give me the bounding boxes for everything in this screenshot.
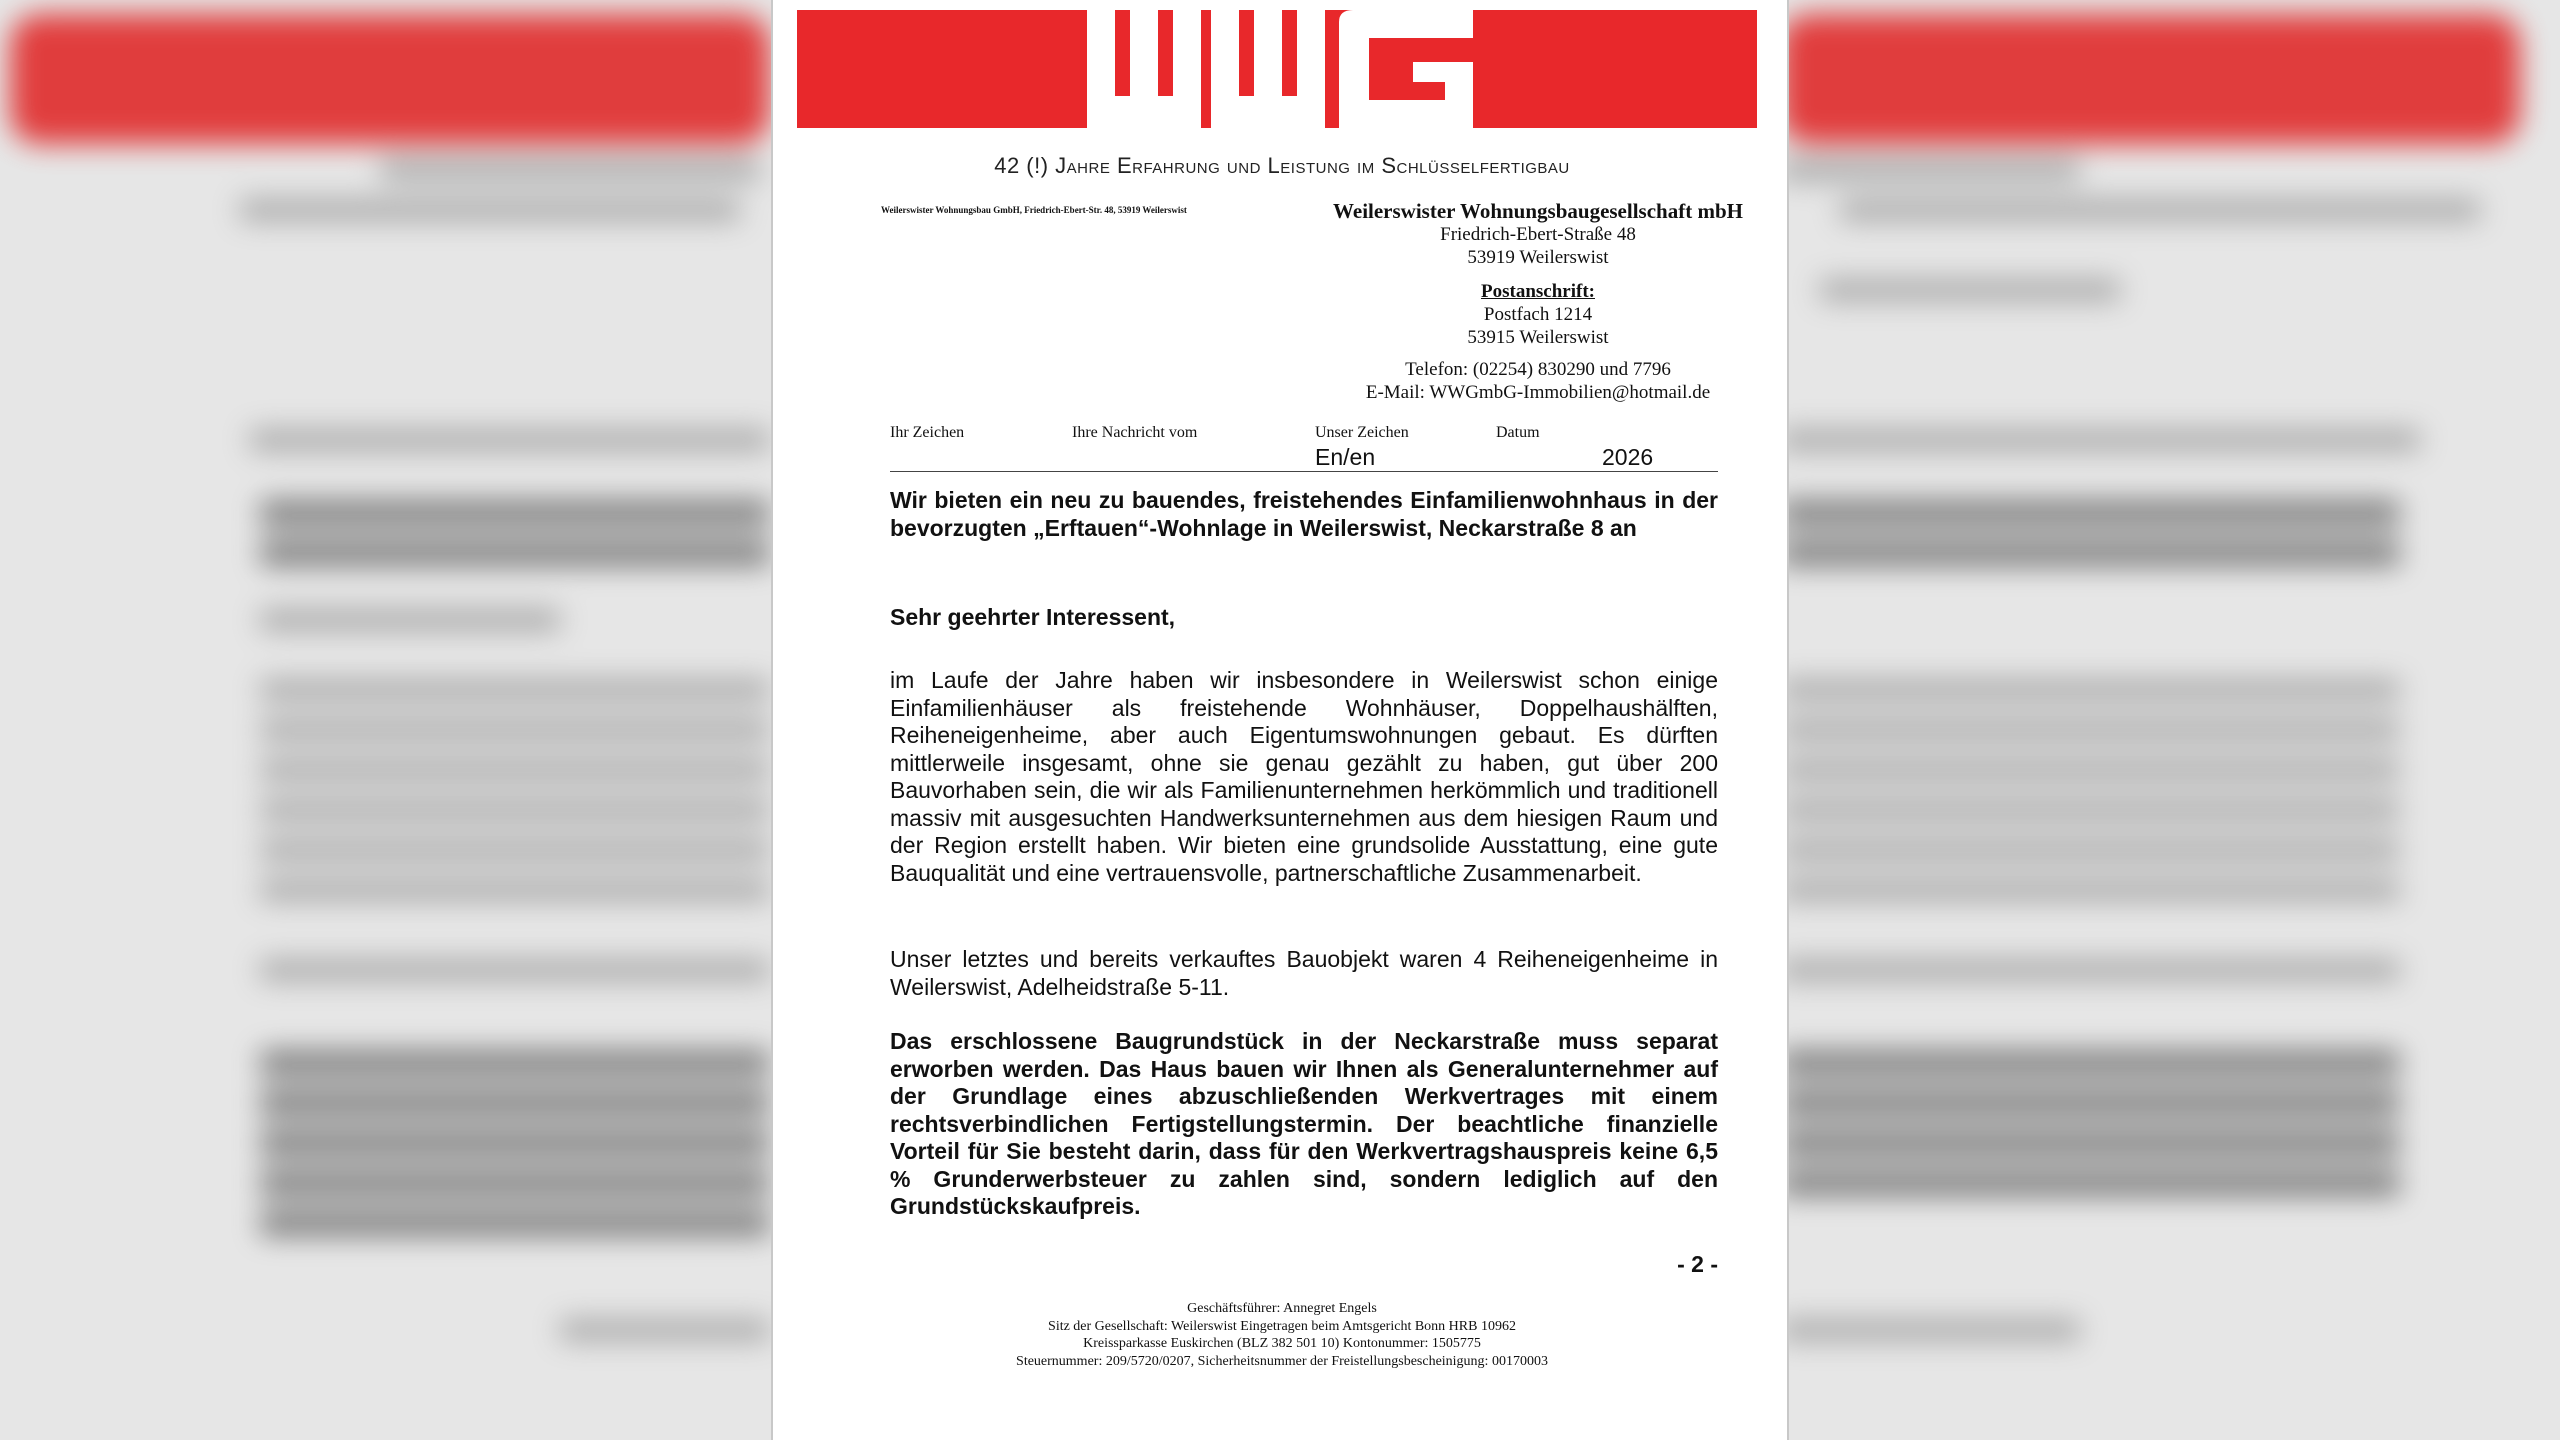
- letter-page: [771, 0, 1789, 1440]
- footer-managing-director: Geschäftsführer: Annegret Engels: [1187, 1301, 1377, 1316]
- footer-tax: Steuernummer: 209/5720/0207, Sicherheitsnummer der Freistellungsbescheinigung: 00170003: [1016, 1353, 1548, 1369]
- logo-banner: [797, 10, 1757, 128]
- footer-bank: Kreissparkasse Euskirchen (BLZ 382 501 10) Kontonummer: 1505775: [1083, 1336, 1481, 1351]
- unser-zeichen-value: En/en: [1315, 444, 1376, 470]
- postal-address-label: Postanschrift:: [1481, 281, 1595, 302]
- datum-value: 2026: [1602, 444, 1654, 470]
- wwg-logo: [797, 10, 1757, 128]
- letter-headline: Wir bieten ein neu zu bauendes, freistehendes Einfamilienwohnhaus in der bevorzugten „Erftauen“-Wohnlage in Weilerswist, Neckarstraße 8 an: [890, 487, 1718, 541]
- letter-paragraph-2: Unser letztes und bereits verkauftes Bauobjekt waren 4 Reiheneigenheime in Weilerswist, Adelheidstraße 5-11.: [890, 946, 1718, 1000]
- company-street: Friedrich-Ebert-Straße 48: [1440, 224, 1636, 245]
- blurred-page-left: [0, 0, 780, 1440]
- letter-salutation: Sehr geehrter Interessent,: [890, 604, 1176, 630]
- reference-line: [890, 424, 1718, 472]
- postbox: Postfach 1214: [1483, 304, 1593, 325]
- ihr-zeichen-label: Ihr Zeichen: [890, 424, 965, 441]
- letter-footer: [773, 1300, 1791, 1370]
- phone-number: Telefon: (02254) 830290 und 7796: [1405, 359, 1671, 380]
- company-name: Weilerswister Wohnungsbaugesellschaft mbH: [1333, 199, 1743, 223]
- ihre-nachricht-label: Ihre Nachricht vom: [1072, 424, 1198, 441]
- datum-label: Datum: [1496, 424, 1540, 441]
- email-address: E-Mail: WWGmbG-Immobilien@hotmail.de: [1365, 382, 1711, 403]
- letter-paragraph-1: im Laufe der Jahre haben wir insbesondere in Weilerswist schon einige Einfamilienhäuser als freistehende Wohnhäuser, Doppelhaushälften, Reiheneigenheime, aber auch Eigentumswohnungen gebaut. Es dürften mittlerweile insgesamt, ohne sie genau gezählt zu haben, gut über 200 Bauvorhaben sein, die wir als Familienunternehmen herkömmlich und traditionell massiv mit ausgesuchten Handwerksunternehmen aus dem hiesigen Raum und der Region erstellt haben. Wir bieten eine grundsolide Ausstattung, eine gute Bauqualität und eine vertrauensvolle, partnerschaftliche Zusammenarbeit.: [890, 667, 1718, 886]
- tagline: 42 (!) Jahre Erfahrung und Leistung im Schlüsselfertigbau: [994, 153, 1570, 178]
- page-indicator: - 2 -: [1677, 1251, 1718, 1277]
- letter-paragraph-3: Das erschlossene Baugrundstück in der Neckarstraße muss separat erworben werden. Das Haus bauen wir Ihnen als Generalunternehmer auf der Grundlage eines abzuschließenden Werkvertrages mit einem rechtsverbindlichen Fertigstellungstermin. Der beachtliche finanzielle Vorteil für Sie besteht darin, dass für den Werkvertragshauspreis keine 6,5 % Grunderwerbsteuer zu zahlen sind, sondern lediglich auf den Grundstückskaufpreis.: [890, 1028, 1718, 1219]
- company-address-block: [1318, 200, 1758, 404]
- blurred-page-right: [1780, 0, 2560, 1440]
- footer-registration: Sitz der Gesellschaft: Weilerswist Eingetragen beim Amtsgericht Bonn HRB 10962: [1048, 1318, 1516, 1334]
- unser-zeichen-label: Unser Zeichen: [1315, 424, 1409, 441]
- company-city: 53919 Weilerswist: [1467, 247, 1609, 268]
- postal-city: 53915 Weilerswist: [1467, 327, 1609, 348]
- sender-return-line: Weilerswister Wohnungsbau GmbH, Friedrich-Ebert-Str. 48, 53919 Weilerswist: [881, 205, 1187, 215]
